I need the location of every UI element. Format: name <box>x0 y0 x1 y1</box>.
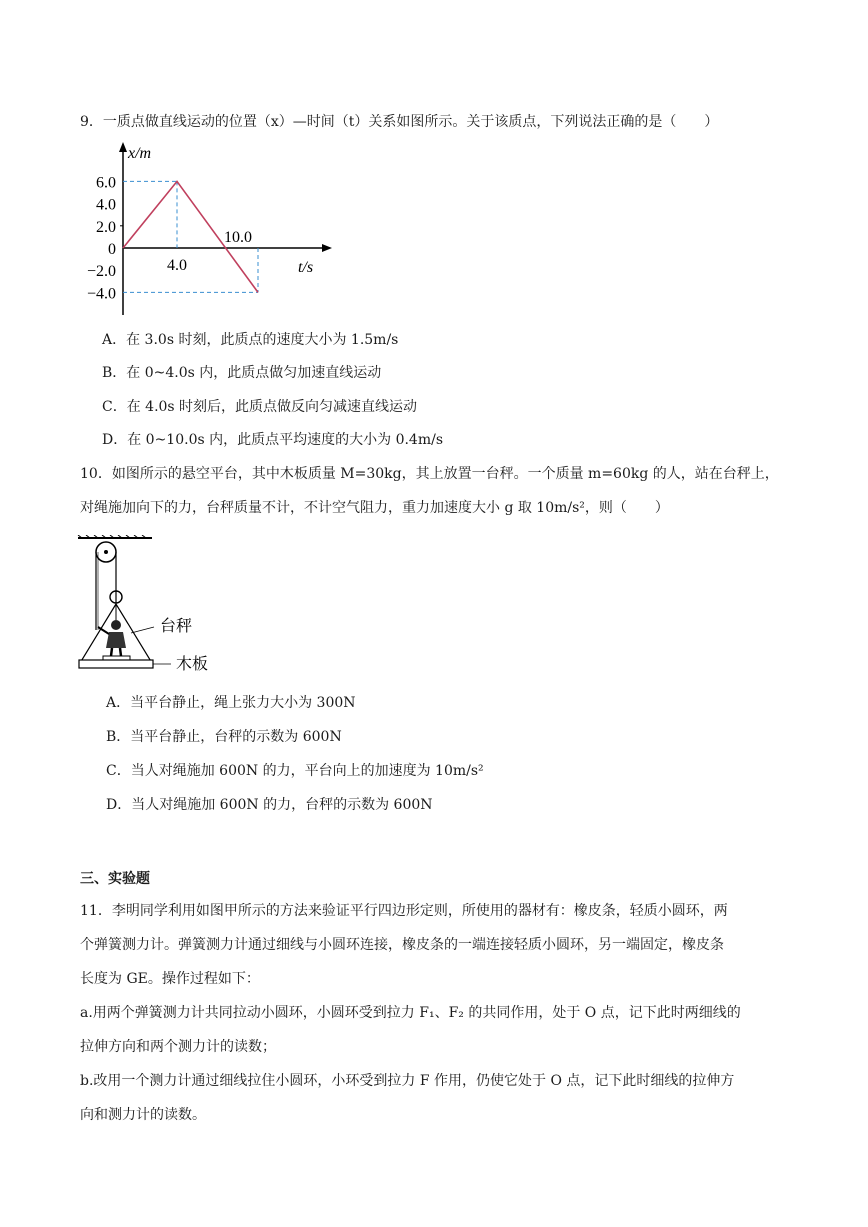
q11-line-4: a.用两个弹簧测力计共同拉动小圆环，小圆环受到拉力 F₁、F₂ 的共同作用，处于 O 点，记下此时两细线的 <box>80 1005 741 1021</box>
q10-option-c: C．当人对绳施加 600N 的力，平台向上的加速度为 10m/s² <box>106 763 484 779</box>
y-axis-arrow <box>119 142 127 152</box>
y-tick-label: 6.0 <box>96 174 116 192</box>
q11-line-7: 向和测力计的读数。 <box>80 1107 206 1123</box>
person-head <box>111 620 121 630</box>
y-tick-label: 4.0 <box>96 196 116 214</box>
q11-line-6: b.改用一个测力计通过细线拉住小圆环，小环受到拉力 F 作用，仍使它处于 O 点，记下此时细线的拉伸方 <box>80 1073 735 1089</box>
label-board: 木板 <box>176 656 209 673</box>
y-axis-label: x/m <box>128 145 152 162</box>
q10-stem-line1: 10．如图所示的悬空平台，其中木板质量 M=30kg，其上放置一台秤。一个质量 m=60kg 的人，站在台秤上， <box>80 466 779 482</box>
q11-line-1: 11．李明同学利用如图甲所示的方法来验证平行四边形定则，所使用的器材有：橡皮条，轻质小圆环，两 <box>80 903 728 919</box>
q10-option-d: D．当人对绳施加 600N 的力，台秤的示数为 600N <box>106 797 433 813</box>
q10-stem-line2: 对绳施加向下的力，台秤质量不计，不计空气阻力，重力加速度大小 g 取 10m/s²，则（ ） <box>80 500 669 516</box>
q9-option-a: A．在 3.0s 时刻，此质点的速度大小为 1.5m/s <box>102 332 399 348</box>
section-title: 三、实验题 <box>80 871 150 887</box>
y-tick-label: −2.0 <box>86 263 116 281</box>
y-tick-label: −4.0 <box>86 285 116 303</box>
platform-figure <box>76 535 226 675</box>
q10-option-a: A．当平台静止，绳上张力大小为 300N <box>106 695 356 711</box>
q9-option-c: C．在 4.0s 时刻后，此质点做反向匀减速直线运动 <box>102 399 418 415</box>
q11-line-5: 拉伸方向和两个测力计的读数； <box>80 1039 276 1055</box>
x-axis-label: t/s <box>298 259 314 276</box>
q11-line-2: 个弹簧测力计。弹簧测力计通过细线与小圆环连接，橡皮条的一端连接轻质小圆环，另一端固定，橡皮条 <box>80 937 724 953</box>
board <box>79 660 153 668</box>
label-scale: 台秤 <box>160 618 193 635</box>
xt-graph <box>76 140 336 320</box>
q9-stem: 9．一质点做直线运动的位置（x）—时间（t）关系如图所示。关于该质点，下列说法正确的是（ ） <box>80 114 719 130</box>
q10-option-b: B．当平台静止，台秤的示数为 600N <box>106 729 342 745</box>
q9-option-d: D．在 0~10.0s 内，此质点平均速度的大小为 0.4m/s <box>102 432 444 448</box>
q11-line-3: 长度为 GE。操作过程如下： <box>80 971 260 987</box>
x-tick-label: 4.0 <box>167 257 187 274</box>
person-body <box>106 632 126 648</box>
q9-option-b: B．在 0~4.0s 内，此质点做匀加速直线运动 <box>102 365 382 381</box>
y-tick-label: 2.0 <box>96 218 116 236</box>
x-axis-arrow <box>322 244 332 252</box>
x-tick-label: 10.0 <box>224 229 252 246</box>
y-tick-label: 0 <box>108 241 116 258</box>
